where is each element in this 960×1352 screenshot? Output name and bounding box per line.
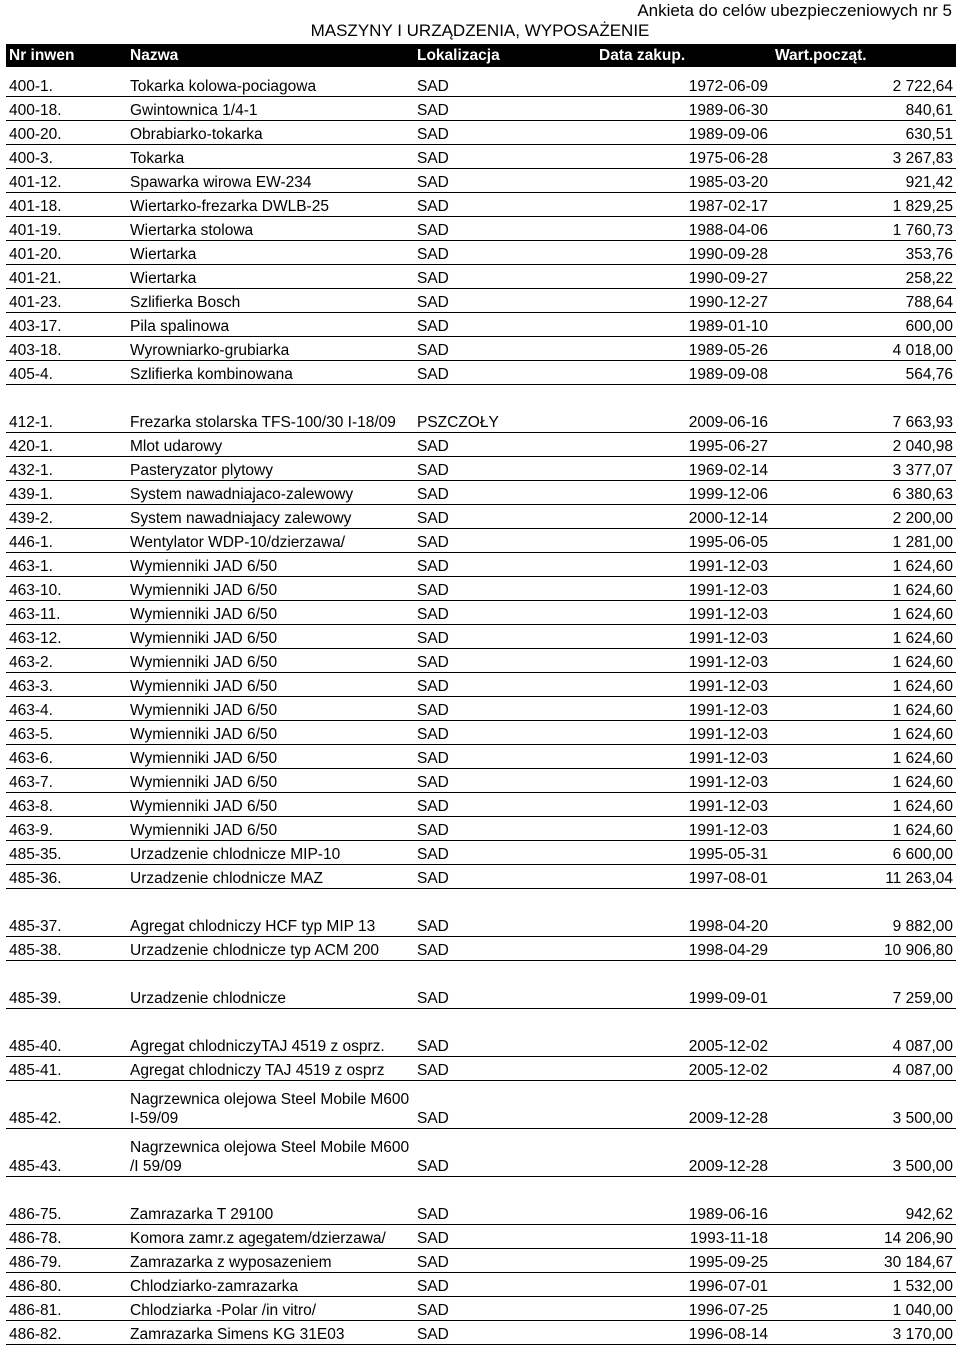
cell-nazwa: Agregat chlodniczyTAJ 4519 z osprz. <box>127 1009 414 1057</box>
cell-nr: 485-38. <box>6 937 127 961</box>
table-row <box>6 1129 956 1177</box>
cell-nazwa: Frezarka stolarska TFS-100/30 I-18/09 <box>127 385 414 433</box>
cell-data: 1988-04-06 <box>596 217 772 241</box>
cell-nr: 463-7. <box>6 769 127 793</box>
cell-nazwa: Wymienniki JAD 6/50 <box>127 649 414 673</box>
cell-wartosc: 630,51 <box>772 121 956 145</box>
page-title: MASZYNY I URZĄDZENIA, WYPOSAŻENIE <box>310 21 650 40</box>
cell-lokalizacja: SAD <box>414 721 596 745</box>
cell-wartosc: 600,00 <box>772 313 956 337</box>
cell-wartosc: 4 087,00 <box>772 1057 956 1081</box>
cell-wartosc: 1 624,60 <box>772 601 956 625</box>
cell-nazwa: Wymienniki JAD 6/50 <box>127 769 414 793</box>
cell-wartosc: 2 722,64 <box>772 73 956 97</box>
cell-nazwa: Wiertarka <box>127 265 414 289</box>
cell-wartosc: 4 018,00 <box>772 337 956 361</box>
cell-data: 1991-12-03 <box>596 625 772 649</box>
cell-data: 1989-05-26 <box>596 337 772 361</box>
cell-lokalizacja: SAD <box>414 625 596 649</box>
cell-nr: 400-1. <box>6 73 127 97</box>
cell-data: 1991-12-03 <box>596 673 772 697</box>
cell-nr: 485-37. <box>6 889 127 937</box>
cell-data: 1993-11-18 <box>596 1225 772 1249</box>
cell-nr: 485-41. <box>6 1057 127 1081</box>
cell-nazwa: Wymienniki JAD 6/50 <box>127 625 414 649</box>
cell-wartosc: 2 040,98 <box>772 433 956 457</box>
cell-data: 1991-12-03 <box>596 769 772 793</box>
table-row <box>6 169 956 193</box>
cell-lokalizacja: SAD <box>414 1081 596 1129</box>
cell-nr: 485-36. <box>6 865 127 889</box>
cell-nazwa: Wymienniki JAD 6/50 <box>127 601 414 625</box>
cell-lokalizacja: SAD <box>414 577 596 601</box>
cell-nr: 401-19. <box>6 217 127 241</box>
cell-nr: 463-4. <box>6 697 127 721</box>
cell-lokalizacja: SAD <box>414 433 596 457</box>
cell-lokalizacja: SAD <box>414 865 596 889</box>
cell-lokalizacja: SAD <box>414 745 596 769</box>
cell-wartosc: 7 663,93 <box>772 385 956 433</box>
cell-lokalizacja: SAD <box>414 337 596 361</box>
cell-nazwa: Wymienniki JAD 6/50 <box>127 721 414 745</box>
cell-data: 1995-09-25 <box>596 1249 772 1273</box>
cell-wartosc: 921,42 <box>772 169 956 193</box>
cell-nr: 486-79. <box>6 1249 127 1273</box>
cell-wartosc: 1 624,60 <box>772 625 956 649</box>
cell-lokalizacja: PSZCZOŁY <box>414 385 596 433</box>
cell-wartosc: 3 500,00 <box>772 1081 956 1129</box>
cell-nazwa: Obrabiarko-tokarka <box>127 121 414 145</box>
table-row <box>6 577 956 601</box>
cell-wartosc: 1 624,60 <box>772 577 956 601</box>
table-row <box>6 73 956 97</box>
cell-lokalizacja: SAD <box>414 1273 596 1297</box>
cell-lokalizacja: SAD <box>414 1297 596 1321</box>
cell-data: 1999-12-06 <box>596 481 772 505</box>
cell-nr: 463-9. <box>6 817 127 841</box>
cell-wartosc: 1 624,60 <box>772 649 956 673</box>
table-row <box>6 1057 956 1081</box>
cell-wartosc: 1 624,60 <box>772 817 956 841</box>
cell-data: 1995-06-05 <box>596 529 772 553</box>
table-row <box>6 1249 956 1273</box>
cell-data: 2009-12-28 <box>596 1081 772 1129</box>
cell-nazwa: Nagrzewnica olejowa Steel Mobile M600 /I 59/09 <box>127 1129 414 1177</box>
cell-nazwa: Szlifierka kombinowana <box>127 361 414 385</box>
cell-wartosc: 1 040,00 <box>772 1297 956 1321</box>
table-row <box>6 217 956 241</box>
cell-nazwa: Zamrazarka z wyposazeniem <box>127 1249 414 1273</box>
table-row <box>6 193 956 217</box>
col-header-data: Data zakup. <box>596 44 772 67</box>
table-row <box>6 769 956 793</box>
cell-wartosc: 3 170,00 <box>772 1321 956 1345</box>
cell-data: 1991-12-03 <box>596 577 772 601</box>
cell-nazwa: Pila spalinowa <box>127 313 414 337</box>
cell-nr: 463-8. <box>6 793 127 817</box>
cell-data: 1991-12-03 <box>596 721 772 745</box>
cell-data: 1995-06-27 <box>596 433 772 457</box>
cell-nr: 463-10. <box>6 577 127 601</box>
cell-data: 1991-12-03 <box>596 745 772 769</box>
cell-data: 1991-12-03 <box>596 601 772 625</box>
cell-nr: 401-23. <box>6 289 127 313</box>
cell-nr: 463-5. <box>6 721 127 745</box>
cell-data: 1999-09-01 <box>596 961 772 1009</box>
cell-data: 1990-09-28 <box>596 241 772 265</box>
table-row <box>6 865 956 889</box>
cell-nazwa: Wymienniki JAD 6/50 <box>127 817 414 841</box>
cell-wartosc: 353,76 <box>772 241 956 265</box>
cell-nr: 486-75. <box>6 1177 127 1225</box>
cell-nazwa: Wymienniki JAD 6/50 <box>127 793 414 817</box>
cell-wartosc: 1 624,60 <box>772 673 956 697</box>
cell-lokalizacja: SAD <box>414 889 596 937</box>
cell-lokalizacja: SAD <box>414 457 596 481</box>
table-row <box>6 481 956 505</box>
cell-lokalizacja: SAD <box>414 1009 596 1057</box>
cell-wartosc: 7 259,00 <box>772 961 956 1009</box>
table-row <box>6 649 956 673</box>
cell-nazwa: Pasteryzator plytowy <box>127 457 414 481</box>
cell-wartosc: 840,61 <box>772 97 956 121</box>
asset-table <box>6 44 956 1345</box>
cell-wartosc: 1 624,60 <box>772 697 956 721</box>
cell-nr: 486-78. <box>6 1225 127 1249</box>
cell-lokalizacja: SAD <box>414 169 596 193</box>
cell-lokalizacja: SAD <box>414 961 596 1009</box>
cell-nr: 485-43. <box>6 1129 127 1177</box>
table-row <box>6 529 956 553</box>
table-row <box>6 289 956 313</box>
cell-wartosc: 6 600,00 <box>772 841 956 865</box>
cell-nazwa: Mlot udarowy <box>127 433 414 457</box>
cell-nr: 463-12. <box>6 625 127 649</box>
table-row <box>6 337 956 361</box>
cell-data: 1991-12-03 <box>596 649 772 673</box>
table-row <box>6 1177 956 1225</box>
table-row <box>6 745 956 769</box>
cell-lokalizacja: SAD <box>414 841 596 865</box>
table-row <box>6 697 956 721</box>
table-row <box>6 841 956 865</box>
cell-nr: 446-1. <box>6 529 127 553</box>
cell-data: 1985-03-20 <box>596 169 772 193</box>
table-header <box>6 44 956 67</box>
table-row <box>6 1321 956 1345</box>
table-row <box>6 1273 956 1297</box>
cell-nr: 432-1. <box>6 457 127 481</box>
cell-nr: 463-3. <box>6 673 127 697</box>
cell-data: 2000-12-14 <box>596 505 772 529</box>
cell-lokalizacja: SAD <box>414 1129 596 1177</box>
cell-data: 1989-06-16 <box>596 1177 772 1225</box>
table-row <box>6 889 956 937</box>
cell-nr: 485-40. <box>6 1009 127 1057</box>
cell-wartosc: 10 906,80 <box>772 937 956 961</box>
cell-wartosc: 4 087,00 <box>772 1009 956 1057</box>
survey-label: Ankieta do celów ubezpieczeniowych nr 5 <box>637 1 952 20</box>
cell-nr: 400-20. <box>6 121 127 145</box>
cell-nazwa: Agregat chlodniczy HCF typ MIP 13 <box>127 889 414 937</box>
cell-data: 1995-05-31 <box>596 841 772 865</box>
cell-wartosc: 2 200,00 <box>772 505 956 529</box>
cell-nazwa: Wymienniki JAD 6/50 <box>127 673 414 697</box>
cell-nr: 400-3. <box>6 145 127 169</box>
table-row <box>6 601 956 625</box>
cell-nazwa: Zamrazarka T 29100 <box>127 1177 414 1225</box>
cell-nr: 485-35. <box>6 841 127 865</box>
cell-nr: 485-39. <box>6 961 127 1009</box>
cell-wartosc: 11 263,04 <box>772 865 956 889</box>
cell-lokalizacja: SAD <box>414 241 596 265</box>
table-row <box>6 721 956 745</box>
table-row <box>6 433 956 457</box>
cell-wartosc: 564,76 <box>772 361 956 385</box>
cell-data: 1989-09-08 <box>596 361 772 385</box>
cell-data: 2005-12-02 <box>596 1009 772 1057</box>
cell-data: 1991-12-03 <box>596 697 772 721</box>
cell-nr: 420-1. <box>6 433 127 457</box>
cell-nazwa: Szlifierka Bosch <box>127 289 414 313</box>
cell-data: 1997-08-01 <box>596 865 772 889</box>
cell-lokalizacja: SAD <box>414 1177 596 1225</box>
table-row <box>6 121 956 145</box>
cell-lokalizacja: SAD <box>414 1249 596 1273</box>
cell-nazwa: Urzadzenie chlodnicze MAZ <box>127 865 414 889</box>
col-header-lokalizacja: Lokalizacja <box>414 44 596 67</box>
cell-nazwa: Wymienniki JAD 6/50 <box>127 745 414 769</box>
col-header-nazwa: Nazwa <box>127 44 414 67</box>
cell-data: 1990-09-27 <box>596 265 772 289</box>
cell-wartosc: 258,22 <box>772 265 956 289</box>
cell-lokalizacja: SAD <box>414 1057 596 1081</box>
cell-nazwa: Spawarka wirowa EW-234 <box>127 169 414 193</box>
cell-nazwa: Urzadzenie chlodnicze MIP-10 <box>127 841 414 865</box>
cell-nr: 485-42. <box>6 1081 127 1129</box>
cell-wartosc: 1 829,25 <box>772 193 956 217</box>
table-row <box>6 1225 956 1249</box>
table-row <box>6 937 956 961</box>
cell-nr: 439-1. <box>6 481 127 505</box>
table-row <box>6 241 956 265</box>
table-row <box>6 625 956 649</box>
table-row <box>6 313 956 337</box>
cell-wartosc: 3 377,07 <box>772 457 956 481</box>
col-header-wartosc: Wart.począt. <box>772 44 956 67</box>
cell-nr: 403-18. <box>6 337 127 361</box>
cell-data: 1991-12-03 <box>596 817 772 841</box>
cell-nazwa: Wentylator WDP-10/dzierzawa/ <box>127 529 414 553</box>
cell-data: 1996-07-01 <box>596 1273 772 1297</box>
cell-nr: 463-2. <box>6 649 127 673</box>
cell-nazwa: Komora zamr.z agegatem/dzierzawa/ <box>127 1225 414 1249</box>
table-row <box>6 1081 956 1129</box>
cell-nazwa: Chlodziarko-zamrazarka <box>127 1273 414 1297</box>
cell-wartosc: 1 624,60 <box>772 553 956 577</box>
cell-data: 1987-02-17 <box>596 193 772 217</box>
cell-data: 1998-04-20 <box>596 889 772 937</box>
table-row <box>6 385 956 433</box>
cell-nazwa: Nagrzewnica olejowa Steel Mobile M600 I-59/09 <box>127 1081 414 1129</box>
cell-wartosc: 30 184,67 <box>772 1249 956 1273</box>
cell-lokalizacja: SAD <box>414 217 596 241</box>
cell-lokalizacja: SAD <box>414 529 596 553</box>
cell-lokalizacja: SAD <box>414 1225 596 1249</box>
table-row <box>6 145 956 169</box>
cell-nazwa: Wiertarka stolowa <box>127 217 414 241</box>
table-row <box>6 97 956 121</box>
cell-nazwa: Chlodziarka -Polar /in vitro/ <box>127 1297 414 1321</box>
cell-wartosc: 1 281,00 <box>772 529 956 553</box>
cell-wartosc: 1 532,00 <box>772 1273 956 1297</box>
cell-lokalizacja: SAD <box>414 97 596 121</box>
cell-lokalizacja: SAD <box>414 265 596 289</box>
table-row <box>6 817 956 841</box>
cell-data: 1969-02-14 <box>596 457 772 481</box>
table-row <box>6 673 956 697</box>
cell-lokalizacja: SAD <box>414 1321 596 1345</box>
cell-nazwa: Wymienniki JAD 6/50 <box>127 553 414 577</box>
table-row <box>6 265 956 289</box>
cell-nazwa: Gwintownica 1/4-1 <box>127 97 414 121</box>
cell-lokalizacja: SAD <box>414 553 596 577</box>
cell-data: 1996-07-25 <box>596 1297 772 1321</box>
cell-wartosc: 1 760,73 <box>772 217 956 241</box>
cell-wartosc: 1 624,60 <box>772 793 956 817</box>
cell-data: 1996-08-14 <box>596 1321 772 1345</box>
cell-lokalizacja: SAD <box>414 361 596 385</box>
cell-nazwa: Wiertarka <box>127 241 414 265</box>
cell-nr: 401-20. <box>6 241 127 265</box>
table-row <box>6 1297 956 1321</box>
table-row <box>6 553 956 577</box>
cell-data: 1972-06-09 <box>596 73 772 97</box>
table-row <box>6 961 956 1009</box>
cell-data: 2009-06-16 <box>596 385 772 433</box>
cell-nazwa: Wymienniki JAD 6/50 <box>127 577 414 601</box>
cell-data: 1998-04-29 <box>596 937 772 961</box>
cell-lokalizacja: SAD <box>414 289 596 313</box>
cell-data: 2005-12-02 <box>596 1057 772 1081</box>
cell-nr: 486-81. <box>6 1297 127 1321</box>
cell-lokalizacja: SAD <box>414 505 596 529</box>
cell-nazwa: Wymienniki JAD 6/50 <box>127 697 414 721</box>
cell-nr: 400-18. <box>6 97 127 121</box>
table-row <box>6 361 956 385</box>
cell-nazwa: Urzadzenie chlodnicze <box>127 961 414 1009</box>
cell-lokalizacja: SAD <box>414 145 596 169</box>
cell-lokalizacja: SAD <box>414 193 596 217</box>
cell-nazwa: System nawadniajacy zalewowy <box>127 505 414 529</box>
cell-nr: 463-6. <box>6 745 127 769</box>
col-header-nr: Nr inwen <box>6 44 127 67</box>
cell-lokalizacja: SAD <box>414 121 596 145</box>
cell-nr: 412-1. <box>6 385 127 433</box>
cell-wartosc: 3 267,83 <box>772 145 956 169</box>
cell-nazwa: System nawadniajaco-zalewowy <box>127 481 414 505</box>
cell-lokalizacja: SAD <box>414 793 596 817</box>
cell-data: 1989-06-30 <box>596 97 772 121</box>
cell-nr: 401-21. <box>6 265 127 289</box>
cell-lokalizacja: SAD <box>414 481 596 505</box>
cell-nr: 401-12. <box>6 169 127 193</box>
cell-wartosc: 942,62 <box>772 1177 956 1225</box>
cell-data: 1991-12-03 <box>596 793 772 817</box>
table-body <box>6 73 956 1345</box>
cell-nr: 401-18. <box>6 193 127 217</box>
table-row <box>6 793 956 817</box>
cell-lokalizacja: SAD <box>414 769 596 793</box>
cell-data: 1975-06-28 <box>596 145 772 169</box>
cell-data: 1990-12-27 <box>596 289 772 313</box>
cell-data: 1989-01-10 <box>596 313 772 337</box>
cell-lokalizacja: SAD <box>414 313 596 337</box>
cell-lokalizacja: SAD <box>414 697 596 721</box>
cell-wartosc: 1 624,60 <box>772 745 956 769</box>
cell-nazwa: Tokarka kolowa-pociagowa <box>127 73 414 97</box>
cell-nazwa: Zamrazarka Simens KG 31E03 <box>127 1321 414 1345</box>
table-row <box>6 457 956 481</box>
cell-wartosc: 6 380,63 <box>772 481 956 505</box>
cell-nazwa: Wiertarko-frezarka DWLB-25 <box>127 193 414 217</box>
cell-nr: 463-1. <box>6 553 127 577</box>
table-row <box>6 1009 956 1057</box>
cell-wartosc: 1 624,60 <box>772 769 956 793</box>
cell-nazwa: Agregat chlodniczy TAJ 4519 z osprz <box>127 1057 414 1081</box>
cell-nazwa: Urzadzenie chlodnicze typ ACM 200 <box>127 937 414 961</box>
cell-lokalizacja: SAD <box>414 937 596 961</box>
cell-data: 1989-09-06 <box>596 121 772 145</box>
cell-wartosc: 788,64 <box>772 289 956 313</box>
cell-nr: 486-80. <box>6 1273 127 1297</box>
cell-nr: 439-2. <box>6 505 127 529</box>
cell-nazwa: Tokarka <box>127 145 414 169</box>
cell-data: 1991-12-03 <box>596 553 772 577</box>
cell-nr: 403-17. <box>6 313 127 337</box>
cell-wartosc: 14 206,90 <box>772 1225 956 1249</box>
cell-data: 2009-12-28 <box>596 1129 772 1177</box>
cell-nazwa: Wyrowniarko-grubiarka <box>127 337 414 361</box>
table-row <box>6 505 956 529</box>
cell-lokalizacja: SAD <box>414 649 596 673</box>
cell-wartosc: 3 500,00 <box>772 1129 956 1177</box>
cell-nr: 486-82. <box>6 1321 127 1345</box>
cell-wartosc: 9 882,00 <box>772 889 956 937</box>
cell-lokalizacja: SAD <box>414 673 596 697</box>
cell-wartosc: 1 624,60 <box>772 721 956 745</box>
cell-lokalizacja: SAD <box>414 601 596 625</box>
cell-nr: 463-11. <box>6 601 127 625</box>
cell-nr: 405-4. <box>6 361 127 385</box>
cell-lokalizacja: SAD <box>414 73 596 97</box>
cell-lokalizacja: SAD <box>414 817 596 841</box>
